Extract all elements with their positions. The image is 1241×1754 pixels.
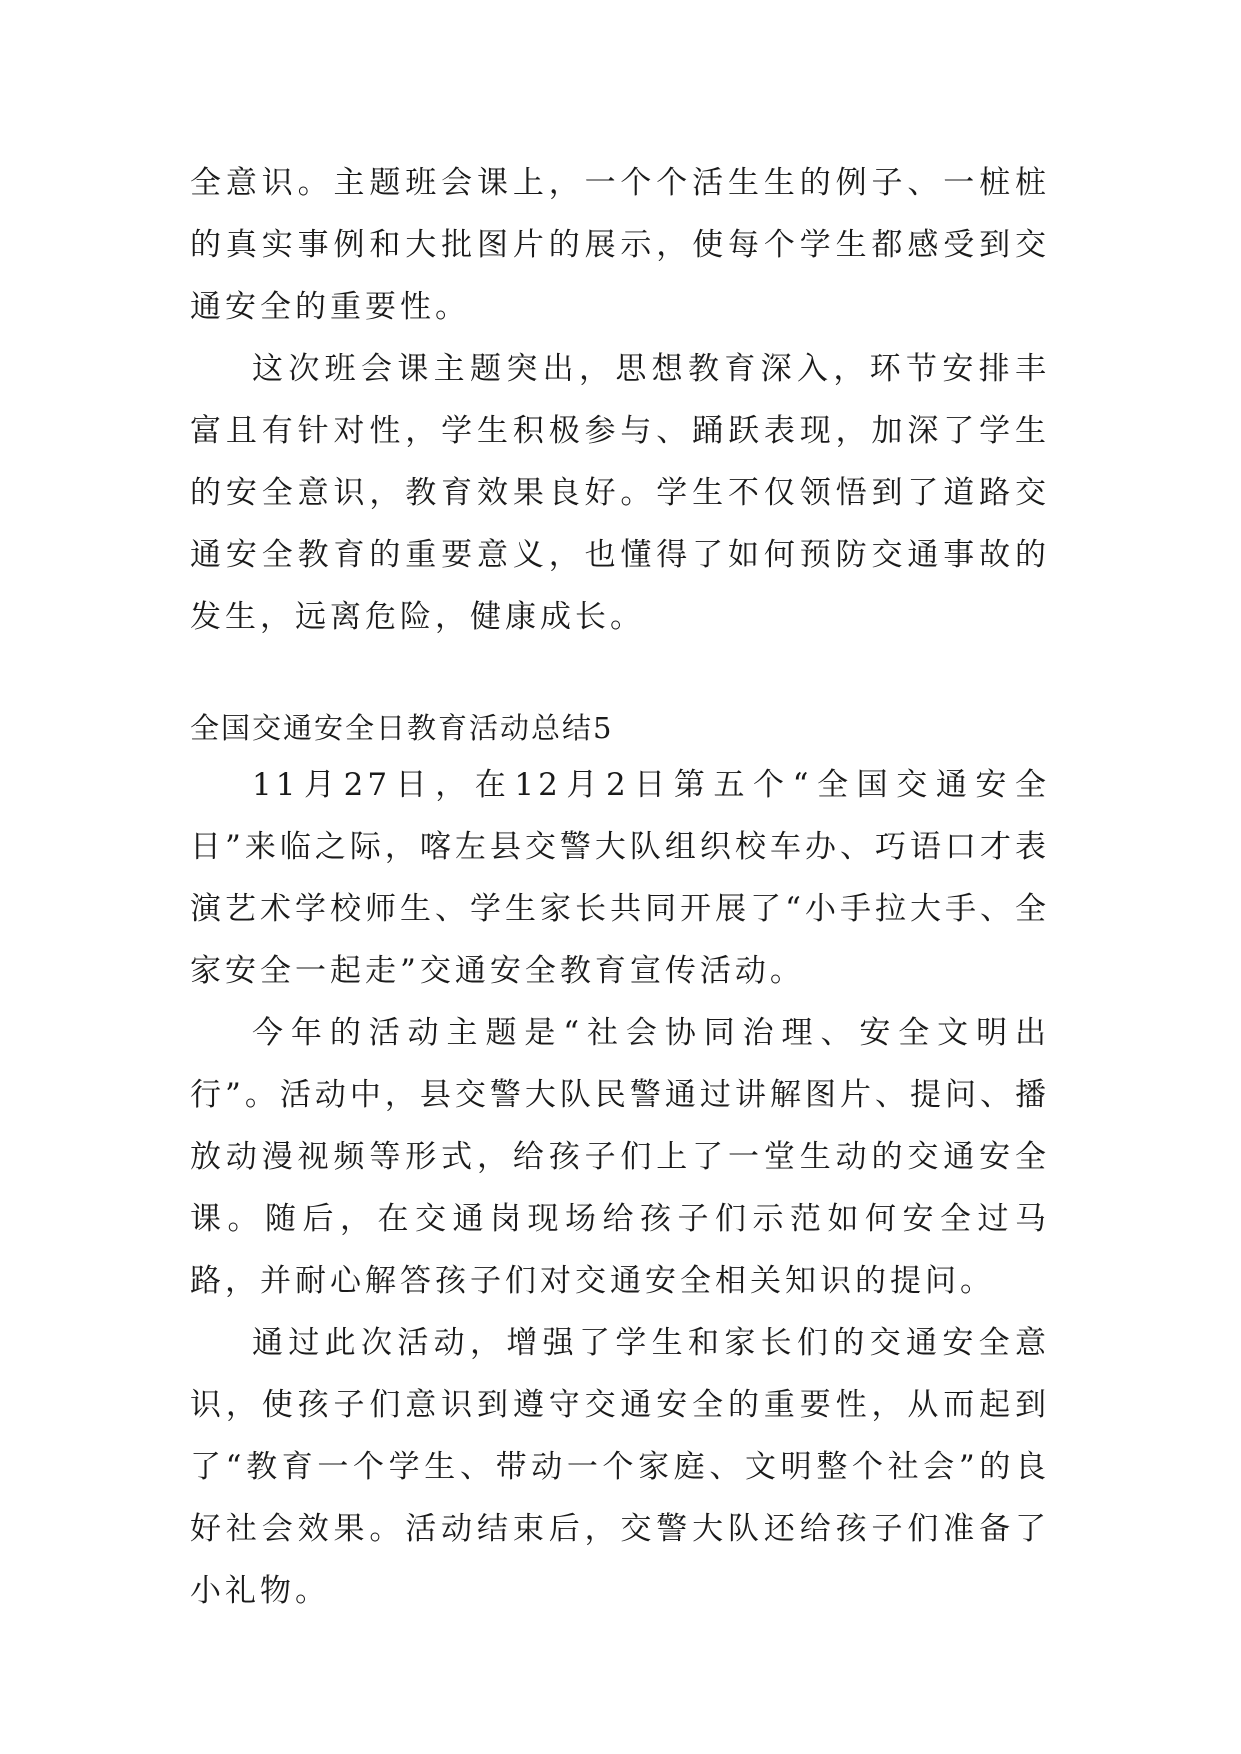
paragraph-event-intro: 11月27日，在12月2日第五个“全国交通安全日”来临之际，喀左县交警大队组织校车办、巧语口才表演艺术学校师生、学生家长共同开展了“小手拉大手、全家安全一起走”交通安全教育宣传活动。	[190, 767, 1050, 989]
section-heading: 全国交通安全日教育活动总结5	[190, 711, 614, 745]
section-spacer	[190, 648, 1050, 702]
paragraph-class-meeting-summary: 这次班会课主题突出，思想教育深入，环节安排丰富且有针对性，学生积极参与、踊跃表现，加深了学生的安全意识，教育效果良好。学生不仅领悟到了道路交通安全教育的重要意义，也懂得了如何预防交通事故的发生，远离危险，健康成长。	[190, 351, 1050, 635]
paragraph-event-effect: 通过此次活动，增强了学生和家长们的交通安全意识，使孩子们意识到遵守交通安全的重要性，从而起到了“教育一个学生、带动一个家庭、文明整个社会”的良好社会效果。活动结束后，交警大队还给孩子们准备了小礼物。	[190, 1325, 1050, 1609]
paragraph-event-theme: 今年的活动主题是“社会协同治理、安全文明出行”。活动中，县交警大队民警通过讲解图片、提问、播放动漫视频等形式，给孩子们上了一堂生动的交通安全课。随后，在交通岗现场给孩子们示范如何安全过马路，并耐心解答孩子们对交通安全相关知识的提问。	[190, 1015, 1050, 1299]
paragraph-continuation: 全意识。主题班会课上，一个个活生生的例子、一桩桩的真实事例和大批图片的展示，使每个学生都感受到交通安全的重要性。	[190, 165, 1050, 325]
document-body	[190, 152, 1050, 1622]
